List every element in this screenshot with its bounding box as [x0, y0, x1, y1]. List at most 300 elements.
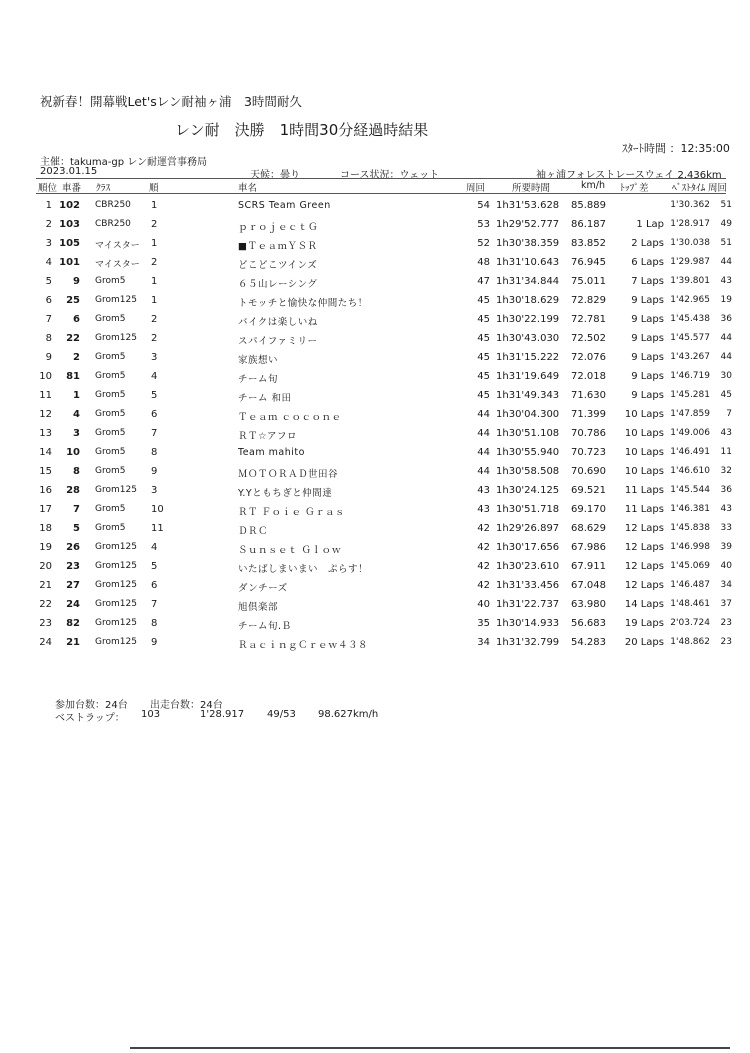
- row-best-time: 1'42.965: [670, 295, 710, 305]
- row-best-time: 1'29.987: [670, 257, 710, 267]
- col-laps: 周回: [466, 183, 486, 194]
- row-best-time: 1'46.719: [670, 371, 710, 381]
- row-laps: 44: [477, 447, 490, 458]
- row-laps: 52: [477, 238, 490, 249]
- row-team-name: トモッチと愉快な仲間たち！: [238, 298, 368, 309]
- table-row: [0, 482, 750, 501]
- table-row: [0, 615, 750, 634]
- venue: 袖ヶ浦フォレストレースウェイ 2.436km: [536, 170, 722, 181]
- row-gap: 12 Laps: [624, 542, 664, 553]
- row-car-number: 82: [66, 618, 80, 629]
- row-position: 5: [45, 276, 52, 287]
- row-total-time: 1h30'22.199: [496, 314, 560, 325]
- row-position: 21: [39, 580, 52, 591]
- row-team-name: ６５山レーシング: [238, 279, 318, 290]
- row-best-lap: 30: [720, 371, 732, 381]
- row-class: CBR250: [95, 219, 131, 229]
- row-total-time: 1h29'52.777: [496, 219, 560, 230]
- row-class: Grom5: [95, 276, 126, 286]
- row-laps: 35: [477, 618, 490, 629]
- row-position: 9: [45, 352, 52, 363]
- row-best-lap: 36: [720, 485, 732, 495]
- row-class: Grom5: [95, 409, 126, 419]
- row-team-name: ■ＴｅａｍＹＳＲ: [238, 241, 318, 252]
- row-car-number: 102: [59, 200, 80, 211]
- row-speed: 54.283: [571, 637, 606, 648]
- row-position: 20: [39, 561, 52, 572]
- row-best-time: 1'46.998: [670, 542, 710, 552]
- row-class: Grom5: [95, 466, 126, 476]
- row-laps: 42: [477, 523, 490, 534]
- table-row: [0, 197, 750, 216]
- row-team-name: ｐｒｏｊｅｃｔＧ: [238, 222, 319, 233]
- row-team-name: ＭＯＴＯＲＡＤ世田谷: [238, 469, 339, 480]
- row-laps: 45: [477, 352, 490, 363]
- row-car-number: 26: [66, 542, 80, 553]
- row-best-lap: 37: [720, 599, 732, 609]
- row-position: 15: [39, 466, 52, 477]
- col-team: 車名: [238, 183, 258, 194]
- row-best-time: 1'30.038: [670, 238, 710, 248]
- best-lap-label: ベストラップ：: [55, 713, 125, 724]
- row-team-name: ＲａｃｉｎｇＣｒｅｗ４３８: [238, 640, 369, 651]
- table-row: [0, 273, 750, 292]
- row-position: 17: [39, 504, 52, 515]
- table-row: [0, 596, 750, 615]
- row-total-time: 1h30'38.359: [496, 238, 560, 249]
- row-gap: 12 Laps: [624, 580, 664, 591]
- row-speed: 75.011: [571, 276, 606, 287]
- row-total-time: 1h31'10.643: [496, 257, 560, 268]
- row-car-number: 5: [73, 523, 80, 534]
- row-speed: 70.723: [571, 447, 606, 458]
- row-speed: 67.911: [571, 561, 606, 572]
- row-car-number: 101: [59, 257, 80, 268]
- row-car-number: 24: [66, 599, 80, 610]
- row-class: Grom5: [95, 523, 126, 533]
- table-row: [0, 216, 750, 235]
- row-position: 8: [45, 333, 52, 344]
- row-car-number: 2: [73, 352, 80, 363]
- row-best-lap: 23: [720, 637, 732, 647]
- row-position: 7: [45, 314, 52, 325]
- row-class: Grom5: [95, 390, 126, 400]
- result-title: レン耐 決勝 1時間30分経過時結果: [175, 121, 429, 139]
- row-gap: 14 Laps: [624, 599, 664, 610]
- table-row: [0, 368, 750, 387]
- row-class: Grom125: [95, 333, 137, 343]
- row-laps: 40: [477, 599, 490, 610]
- row-team-name: ＤＲＣ: [238, 526, 269, 537]
- row-best-lap: 51: [720, 200, 732, 210]
- row-team-name: ＲＴ Ｆｏｉｅ Ｇｒａｓ: [238, 507, 346, 518]
- row-laps: 44: [477, 409, 490, 420]
- row-car-number: 3: [73, 428, 80, 439]
- row-best-time: 2'03.724: [670, 618, 710, 628]
- table-row: [0, 577, 750, 596]
- row-team-name: スパイファミリー: [238, 336, 318, 347]
- row-gap: 9 Laps: [631, 352, 664, 363]
- row-speed: 71.630: [571, 390, 606, 401]
- row-team-name: Ｔｅａｍ ｃｏｃｏｎｅ: [238, 412, 342, 423]
- table-row: [0, 520, 750, 539]
- row-best-lap: 43: [720, 428, 732, 438]
- row-car-number: 23: [66, 561, 80, 572]
- row-team-name: Team mahito: [238, 447, 305, 458]
- table-row: [0, 634, 750, 653]
- row-team-name: チーム旬.Ｂ: [238, 621, 292, 632]
- row-best-time: 1'45.544: [670, 485, 710, 495]
- row-gap: 9 Laps: [631, 390, 664, 401]
- scan-edge: [130, 1047, 730, 1049]
- row-class: CBR250: [95, 200, 131, 210]
- row-team-name: Ｓｕｎｓｅｔ Ｇｌｏｗ: [238, 545, 342, 556]
- row-gap: 19 Laps: [624, 618, 664, 629]
- row-class-rank: 1: [151, 276, 158, 287]
- row-car-number: 28: [66, 485, 80, 496]
- row-car-number: 21: [66, 637, 80, 648]
- row-total-time: 1h30'51.108: [496, 428, 560, 439]
- row-best-lap: 23: [720, 618, 732, 628]
- row-position: 22: [39, 599, 52, 610]
- weather: 天候：曇り: [250, 170, 300, 181]
- col-class: ｸﾗｽ: [96, 183, 111, 194]
- table-row: [0, 463, 750, 482]
- row-laps: 45: [477, 371, 490, 382]
- row-class: Grom5: [95, 314, 126, 324]
- row-team-name: どこどこツインズ: [238, 260, 318, 271]
- row-gap: 9 Laps: [631, 333, 664, 344]
- row-total-time: 1h30'55.940: [496, 447, 560, 458]
- row-speed: 72.829: [571, 295, 606, 306]
- best-lap-car: 103: [141, 709, 161, 720]
- row-speed: 67.048: [571, 580, 606, 591]
- row-best-time: 1'45.438: [670, 314, 710, 324]
- row-laps: 48: [477, 257, 490, 268]
- best-lap-speed: 98.627km/h: [318, 709, 379, 720]
- row-gap: 12 Laps: [624, 523, 664, 534]
- row-best-lap: 43: [720, 276, 732, 286]
- row-class: Grom125: [95, 599, 137, 609]
- table-row: [0, 501, 750, 520]
- row-position: 6: [45, 295, 52, 306]
- row-best-time: 1'48.862: [670, 637, 710, 647]
- row-car-number: 7: [73, 504, 80, 515]
- row-gap: 10 Laps: [624, 409, 664, 420]
- row-position: 16: [39, 485, 52, 496]
- row-team-name: チーム旬: [238, 374, 279, 385]
- col-gap: ﾄｯﾌﾟ差: [620, 183, 649, 194]
- row-car-number: 105: [59, 238, 80, 249]
- row-class: Grom125: [95, 580, 137, 590]
- row-position: 3: [45, 238, 52, 249]
- row-car-number: 9: [73, 276, 80, 287]
- row-gap: 20 Laps: [624, 637, 664, 648]
- row-speed: 85.889: [571, 200, 606, 211]
- row-class-rank: 9: [151, 637, 158, 648]
- row-speed: 76.945: [571, 257, 606, 268]
- row-position: 10: [39, 371, 52, 382]
- row-team-name: チーム 和田: [238, 393, 292, 404]
- row-team-name: SCRS Team Green: [238, 200, 331, 211]
- row-gap: 6 Laps: [631, 257, 664, 268]
- row-position: 13: [39, 428, 52, 439]
- organizer: 主催：takuma-gp レン耐運営事務局: [40, 157, 207, 168]
- table-row: [0, 558, 750, 577]
- row-position: 2: [45, 219, 52, 230]
- row-total-time: 1h30'51.718: [496, 504, 560, 515]
- row-class-rank: 10: [151, 504, 164, 515]
- row-speed: 72.076: [571, 352, 606, 363]
- entries-count: 参加台数：24台: [55, 700, 128, 711]
- row-best-lap: 44: [720, 352, 732, 362]
- row-best-lap: 7: [726, 409, 732, 419]
- row-laps: 34: [477, 637, 490, 648]
- row-gap: 1 Lap: [636, 219, 664, 230]
- row-class-rank: 8: [151, 618, 158, 629]
- row-position: 24: [39, 637, 52, 648]
- row-total-time: 1h30'24.125: [496, 485, 560, 496]
- row-total-time: 1h30'14.933: [496, 618, 560, 629]
- row-total-time: 1h31'22.737: [496, 599, 560, 610]
- row-class-rank: 1: [151, 200, 158, 211]
- table-row: [0, 539, 750, 558]
- row-class-rank: 6: [151, 409, 158, 420]
- row-class: Grom5: [95, 504, 126, 514]
- row-class: Grom125: [95, 485, 137, 495]
- row-best-lap: 49: [720, 219, 732, 229]
- row-car-number: 8: [73, 466, 80, 477]
- row-best-time: 1'43.267: [670, 352, 710, 362]
- row-class: Grom5: [95, 447, 126, 457]
- row-speed: 83.852: [571, 238, 606, 249]
- row-class-rank: 2: [151, 333, 158, 344]
- row-gap: 12 Laps: [624, 561, 664, 572]
- row-gap: 10 Laps: [624, 466, 664, 477]
- row-car-number: 25: [66, 295, 80, 306]
- start-time: ｽﾀｰﾄ時間 ：12:35:00: [622, 142, 730, 155]
- row-gap: 10 Laps: [624, 447, 664, 458]
- row-class: Grom125: [95, 295, 137, 305]
- row-laps: 42: [477, 542, 490, 553]
- row-class-rank: 2: [151, 219, 158, 230]
- table-row: [0, 330, 750, 349]
- row-car-number: 6: [73, 314, 80, 325]
- row-laps: 44: [477, 466, 490, 477]
- row-gap: 9 Laps: [631, 314, 664, 325]
- row-position: 18: [39, 523, 52, 534]
- row-total-time: 1h31'19.649: [496, 371, 560, 382]
- row-total-time: 1h31'49.343: [496, 390, 560, 401]
- row-speed: 86.187: [571, 219, 606, 230]
- row-speed: 70.690: [571, 466, 606, 477]
- row-class-rank: 5: [151, 561, 158, 572]
- header-bottom-rule: [36, 193, 726, 194]
- event-title: 祝新春！開幕戦Let'sレン耐袖ヶ浦 3時間耐久: [40, 94, 302, 109]
- row-gap: 9 Laps: [631, 295, 664, 306]
- row-class-rank: 11: [151, 523, 164, 534]
- row-speed: 67.986: [571, 542, 606, 553]
- course-status: コース状況：ウェット: [340, 170, 440, 181]
- table-row: [0, 292, 750, 311]
- row-class-rank: 6: [151, 580, 158, 591]
- col-best-lap: 周回: [708, 183, 728, 194]
- row-class-rank: 3: [151, 352, 158, 363]
- row-best-lap: 45: [720, 390, 732, 400]
- row-team-name: ＲＴ☆アフロ: [238, 431, 298, 442]
- row-total-time: 1h31'32.799: [496, 637, 560, 648]
- row-class: Grom5: [95, 428, 126, 438]
- row-best-time: 1'45.838: [670, 523, 710, 533]
- row-team-name: 家族想い: [238, 355, 279, 366]
- row-position: 4: [45, 257, 52, 268]
- row-speed: 69.170: [571, 504, 606, 515]
- row-speed: 72.018: [571, 371, 606, 382]
- row-car-number: 4: [73, 409, 80, 420]
- row-laps: 45: [477, 314, 490, 325]
- row-laps: 42: [477, 561, 490, 572]
- row-position: 1: [45, 200, 52, 211]
- row-car-number: 27: [66, 580, 80, 591]
- row-best-time: 1'47.859: [670, 409, 710, 419]
- row-best-lap: 40: [720, 561, 732, 571]
- row-laps: 45: [477, 295, 490, 306]
- best-lap-lap: 49/53: [267, 709, 296, 720]
- row-class-rank: 4: [151, 371, 158, 382]
- row-gap: 2 Laps: [631, 238, 664, 249]
- col-best: ﾍﾞｽﾄﾀｲﾑ: [672, 183, 706, 194]
- row-class: Grom125: [95, 618, 137, 628]
- row-class-rank: 7: [151, 428, 158, 439]
- row-gap: 11 Laps: [624, 485, 664, 496]
- col-speed: km/h: [581, 180, 605, 191]
- row-best-time: 1'28.917: [670, 219, 710, 229]
- table-row: [0, 406, 750, 425]
- row-speed: 68.629: [571, 523, 606, 534]
- row-team-name: ダンチーズ: [238, 583, 288, 594]
- row-gap: 11 Laps: [624, 504, 664, 515]
- row-laps: 43: [477, 504, 490, 515]
- row-position: 14: [39, 447, 52, 458]
- row-car-number: 81: [66, 371, 80, 382]
- row-class-rank: 2: [151, 257, 158, 268]
- header-top-rule: [36, 178, 726, 179]
- row-team-name: 旭倶楽部: [238, 602, 279, 613]
- row-team-name: Y.Yともちぎと仲間達: [238, 488, 333, 499]
- row-best-lap: 43: [720, 504, 732, 514]
- row-best-lap: 33: [720, 523, 732, 533]
- row-position: 19: [39, 542, 52, 553]
- row-total-time: 1h30'18.629: [496, 295, 560, 306]
- col-num: 車番: [62, 183, 82, 194]
- row-best-time: 1'45.577: [670, 333, 710, 343]
- row-best-time: 1'46.381: [670, 504, 710, 514]
- row-speed: 56.683: [571, 618, 606, 629]
- row-gap: 7 Laps: [631, 276, 664, 287]
- row-total-time: 1h30'23.610: [496, 561, 560, 572]
- row-position: 11: [39, 390, 52, 401]
- row-car-number: 22: [66, 333, 80, 344]
- row-laps: 54: [477, 200, 490, 211]
- row-total-time: 1h31'34.844: [496, 276, 560, 287]
- table-row: [0, 311, 750, 330]
- row-best-time: 1'30.362: [670, 200, 710, 210]
- results-table: [0, 197, 750, 653]
- row-total-time: 1h30'17.656: [496, 542, 560, 553]
- col-pos: 順位: [38, 183, 58, 194]
- row-total-time: 1h31'33.456: [496, 580, 560, 591]
- row-class-rank: 3: [151, 485, 158, 496]
- row-laps: 43: [477, 485, 490, 496]
- row-speed: 70.786: [571, 428, 606, 439]
- row-class-rank: 2: [151, 314, 158, 325]
- row-best-lap: 44: [720, 333, 732, 343]
- table-row: [0, 387, 750, 406]
- starters-count: 出走台数：24台: [150, 700, 223, 711]
- row-team-name: いたばしまいまい ぷらす！: [238, 564, 369, 575]
- table-row: [0, 349, 750, 368]
- row-class-rank: 4: [151, 542, 158, 553]
- row-speed: 72.502: [571, 333, 606, 344]
- row-class-rank: 7: [151, 599, 158, 610]
- row-speed: 63.980: [571, 599, 606, 610]
- race-date: 2023.01.15: [40, 166, 98, 177]
- row-class: Grom125: [95, 542, 137, 552]
- row-class: Grom125: [95, 561, 137, 571]
- row-speed: 69.521: [571, 485, 606, 496]
- row-class: Grom5: [95, 352, 126, 362]
- row-best-lap: 44: [720, 257, 732, 267]
- row-best-lap: 39: [720, 542, 732, 552]
- row-position: 12: [39, 409, 52, 420]
- row-best-time: 1'45.281: [670, 390, 710, 400]
- best-lap-time: 1'28.917: [200, 709, 245, 720]
- row-laps: 44: [477, 428, 490, 439]
- row-car-number: 10: [66, 447, 80, 458]
- row-gap: 10 Laps: [624, 428, 664, 439]
- row-best-time: 1'46.487: [670, 580, 710, 590]
- col-time: 所要時間: [512, 183, 551, 194]
- table-row: [0, 235, 750, 254]
- row-laps: 47: [477, 276, 490, 287]
- row-class: マイスター: [95, 260, 140, 270]
- row-total-time: 1h31'15.222: [496, 352, 560, 363]
- row-class: マイスター: [95, 241, 140, 251]
- row-best-time: 1'46.491: [670, 447, 710, 457]
- row-class-rank: 1: [151, 238, 158, 249]
- row-class-rank: 1: [151, 295, 158, 306]
- row-class: Grom125: [95, 637, 137, 647]
- row-best-time: 1'49.006: [670, 428, 710, 438]
- row-position: 23: [39, 618, 52, 629]
- row-best-lap: 34: [720, 580, 732, 590]
- row-best-time: 1'48.461: [670, 599, 710, 609]
- table-row: [0, 425, 750, 444]
- row-total-time: 1h30'43.030: [496, 333, 560, 344]
- row-class-rank: 5: [151, 390, 158, 401]
- row-car-number: 103: [59, 219, 80, 230]
- row-best-lap: 36: [720, 314, 732, 324]
- row-total-time: 1h30'58.508: [496, 466, 560, 477]
- row-best-time: 1'46.610: [670, 466, 710, 476]
- row-class-rank: 9: [151, 466, 158, 477]
- row-best-time: 1'45.069: [670, 561, 710, 571]
- row-car-number: 1: [73, 390, 80, 401]
- table-row: [0, 444, 750, 463]
- row-class-rank: 8: [151, 447, 158, 458]
- row-total-time: 1h31'53.628: [496, 200, 560, 211]
- row-total-time: 1h29'26.897: [496, 523, 560, 534]
